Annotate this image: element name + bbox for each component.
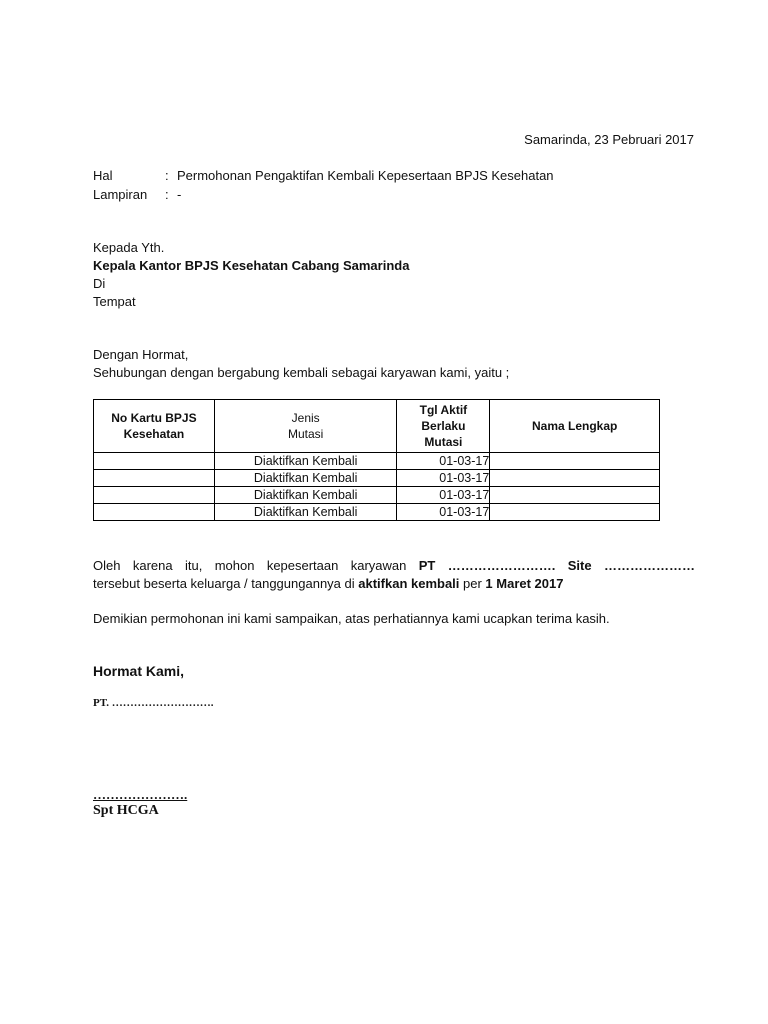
mutation-table <box>93 399 660 521</box>
request-line-2: tersebut beserta keluarga / tanggungannya di aktifkan kembali per 1 Maret 2017 <box>93 576 564 591</box>
cell-card-number <box>94 470 215 487</box>
request-paragraph <box>93 557 695 593</box>
subject-separator: : <box>165 168 169 183</box>
company-signature-line: PT. ………………………. <box>93 697 214 709</box>
recipient-greeting: Kepada Yth. <box>93 240 165 255</box>
subject-line <box>93 168 554 183</box>
cell-full-name <box>490 487 660 504</box>
table-row <box>94 453 660 470</box>
intro-text: Sehubungan dengan bergabung kembali sebagai karyawan kami, yaitu ; <box>93 365 510 380</box>
cell-mutation-type: Diaktifkan Kembali <box>214 487 397 504</box>
signer-title: Spt HCGA <box>93 803 159 818</box>
cell-full-name <box>490 504 660 521</box>
table-header-row <box>94 400 660 453</box>
cell-full-name <box>490 453 660 470</box>
subject-value: Permohonan Pengaktifan Kembali Kepesertaan BPJS Kesehatan <box>177 168 554 183</box>
site-label: Site <box>567 558 592 573</box>
cell-active-date: 01-03-17 <box>397 504 490 521</box>
cell-active-date: 01-03-17 <box>397 487 490 504</box>
recipient-di: Di <box>93 276 106 291</box>
header-mutation-type: Jenis Mutasi <box>214 400 397 453</box>
header-active-date: Tgl Aktif Berlaku Mutasi <box>397 400 490 453</box>
cell-active-date: 01-03-17 <box>397 453 490 470</box>
company-pt: PT <box>418 558 436 573</box>
cell-card-number <box>94 453 215 470</box>
cell-card-number <box>94 487 215 504</box>
opening-salutation: Dengan Hormat, <box>93 347 189 362</box>
cell-mutation-type: Diaktifkan Kembali <box>214 453 397 470</box>
signature-blank: …………………. <box>93 787 188 802</box>
company-blank: ……………………. <box>447 558 556 573</box>
cell-active-date: 01-03-17 <box>397 470 490 487</box>
header-card-number: No Kartu BPJS Kesehatan <box>94 400 215 453</box>
hormat-kami: Hormat Kami, <box>93 663 185 679</box>
subject-label: Hal <box>93 168 113 183</box>
cell-mutation-type: Diaktifkan Kembali <box>214 470 397 487</box>
place-date: Samarinda, 23 Pebruari 2017 <box>524 132 694 147</box>
recipient-name: Kepala Kantor BPJS Kesehatan Cabang Samarinda <box>93 258 410 273</box>
cell-full-name <box>490 470 660 487</box>
attachment-line <box>93 187 181 202</box>
table-row <box>94 487 660 504</box>
attachment-separator: : <box>165 187 169 202</box>
cell-card-number <box>94 504 215 521</box>
request-line-1: Oleh karena itu, mohon kepesertaan karyawan PT ……………………. Site ………………… <box>93 558 695 573</box>
table-row <box>94 470 660 487</box>
attachment-value: - <box>177 187 182 202</box>
attachment-label: Lampiran <box>93 187 148 202</box>
table-row <box>94 504 660 521</box>
site-blank: ………………… <box>603 558 695 573</box>
cell-mutation-type: Diaktifkan Kembali <box>214 504 397 521</box>
header-full-name: Nama Lengkap <box>490 400 660 453</box>
closing-text: Demikian permohonan ini kami sampaikan, atas perhatiannya kami ucapkan terima kasih. <box>93 611 610 626</box>
recipient-place: Tempat <box>93 294 136 309</box>
